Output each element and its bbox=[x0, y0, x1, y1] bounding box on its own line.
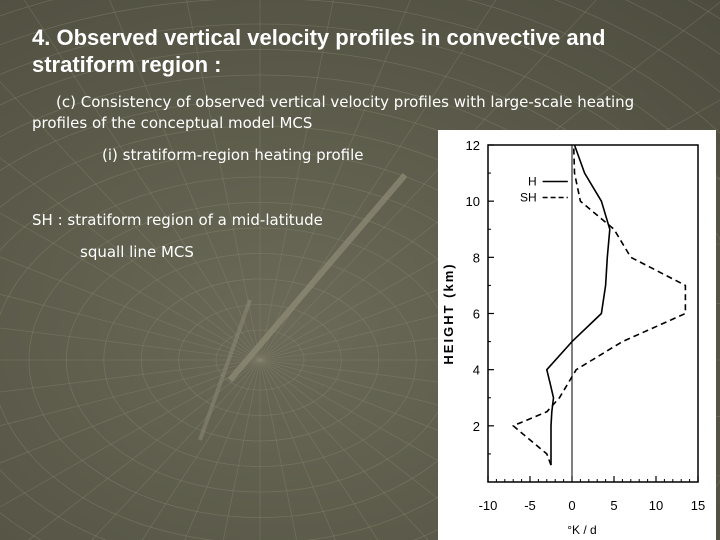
slide-title: 4. Observed vertical velocity profiles in convective and stratiform region : bbox=[32, 25, 606, 77]
y-tick-label: 4 bbox=[472, 362, 480, 378]
bg-grid-ray bbox=[119, 360, 260, 540]
x-tick-label: 0 bbox=[568, 498, 576, 513]
y-tick-label: 6 bbox=[472, 306, 480, 322]
y-tick-label: 8 bbox=[472, 250, 480, 266]
y-tick-label: 12 bbox=[465, 138, 480, 153]
x-tick-label: -5 bbox=[524, 498, 536, 513]
x-axis-label: °K / d bbox=[567, 523, 597, 537]
x-tick-label: 15 bbox=[690, 498, 706, 513]
x-tick-label: 10 bbox=[648, 498, 664, 513]
legend-label-sh: SH bbox=[520, 190, 537, 205]
x-tick-label: -10 bbox=[478, 498, 498, 513]
slide-subtitle: (c) Consistency of observed vertical velocity profiles with large-scale heating profiles of the conceptual model MCS bbox=[32, 93, 635, 132]
heating-profile-figure bbox=[438, 130, 716, 540]
legend-label-h: H bbox=[528, 174, 537, 189]
sh-note-line-1: SH : stratiform region of a mid-latitude bbox=[32, 211, 323, 229]
y-axis-label: HEIGHT (km) bbox=[441, 262, 456, 365]
y-tick-label: 10 bbox=[465, 194, 480, 210]
x-tick-label: 5 bbox=[610, 498, 618, 513]
y-tick-label: 2 bbox=[472, 418, 480, 434]
bg-grid-ray bbox=[260, 360, 401, 540]
sh-note-line-2: squall line MCS bbox=[80, 243, 194, 261]
series-line-sh bbox=[513, 145, 685, 465]
bg-grid-ray bbox=[0, 42, 260, 360]
subsection-label: (i) stratiform-region heating profile bbox=[102, 146, 364, 164]
bg-pointer-bar bbox=[230, 175, 405, 380]
heating-profile-chart bbox=[438, 130, 716, 540]
